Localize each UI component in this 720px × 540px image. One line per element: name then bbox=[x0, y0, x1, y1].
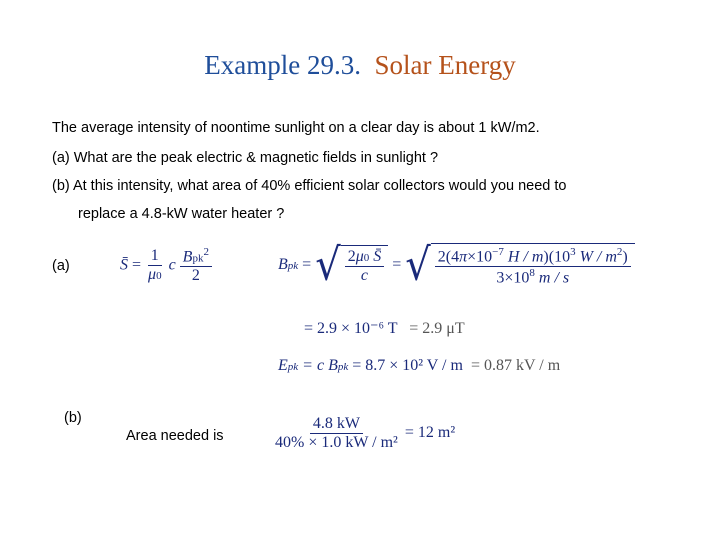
example-number: Example 29.3. bbox=[204, 50, 361, 80]
bpk-value: = 2.9 × 10⁻⁶ T bbox=[304, 320, 398, 337]
part-a-label: (a) bbox=[52, 258, 70, 274]
epk-relation: = c B bbox=[302, 357, 338, 374]
question-b-line-2: replace a 4.8-kW water heater ? bbox=[78, 206, 285, 222]
part-b-label: (b) bbox=[64, 410, 82, 426]
bpk-result bbox=[304, 318, 465, 338]
epk-value: = 8.7 × 10² V / m bbox=[352, 357, 463, 374]
epk-kilovolt: = 0.87 kV / m bbox=[470, 357, 561, 374]
bpk-equation: Bpk = √ $\frac{2\mu 0 S̄}{c}$ = √ $\frac{2(4\pi\times 10^{-7} H / m)(10^3 W / m^2)}{3\times 10^8 m / s}$ bbox=[278, 243, 635, 288]
area-equation bbox=[272, 415, 455, 452]
intro-text: The average intensity of noontime sunlight on a clear day is about 1 kW/m2. bbox=[52, 120, 540, 136]
epk-symbol: E bbox=[278, 357, 288, 374]
slide-title bbox=[0, 50, 720, 81]
question-b-line-1: (b) At this intensity, what area of 40% efficient solar collectors would you need to bbox=[52, 178, 567, 194]
intensity-equation: S̄ = $\frac{1}{\mu 0}$ c $\frac{Bpk^2}{2}$ bbox=[120, 246, 212, 285]
area-numerator: 4.8 kW bbox=[310, 415, 363, 434]
area-needed-label: Area needed is bbox=[126, 428, 224, 444]
example-subject: Solar Energy bbox=[374, 50, 516, 80]
question-a: (a) What are the peak electric & magnetic fields in sunlight ? bbox=[52, 150, 439, 166]
epk-equation: Epk = c Bpk = 8.7 × 10² V / m = 0.87 kV / m bbox=[278, 357, 561, 374]
area-result: = 12 m² bbox=[404, 424, 456, 442]
area-denominator: 40% × 1.0 kW / m² bbox=[275, 434, 398, 451]
bpk-microtesla: = 2.9 μT bbox=[409, 320, 465, 337]
